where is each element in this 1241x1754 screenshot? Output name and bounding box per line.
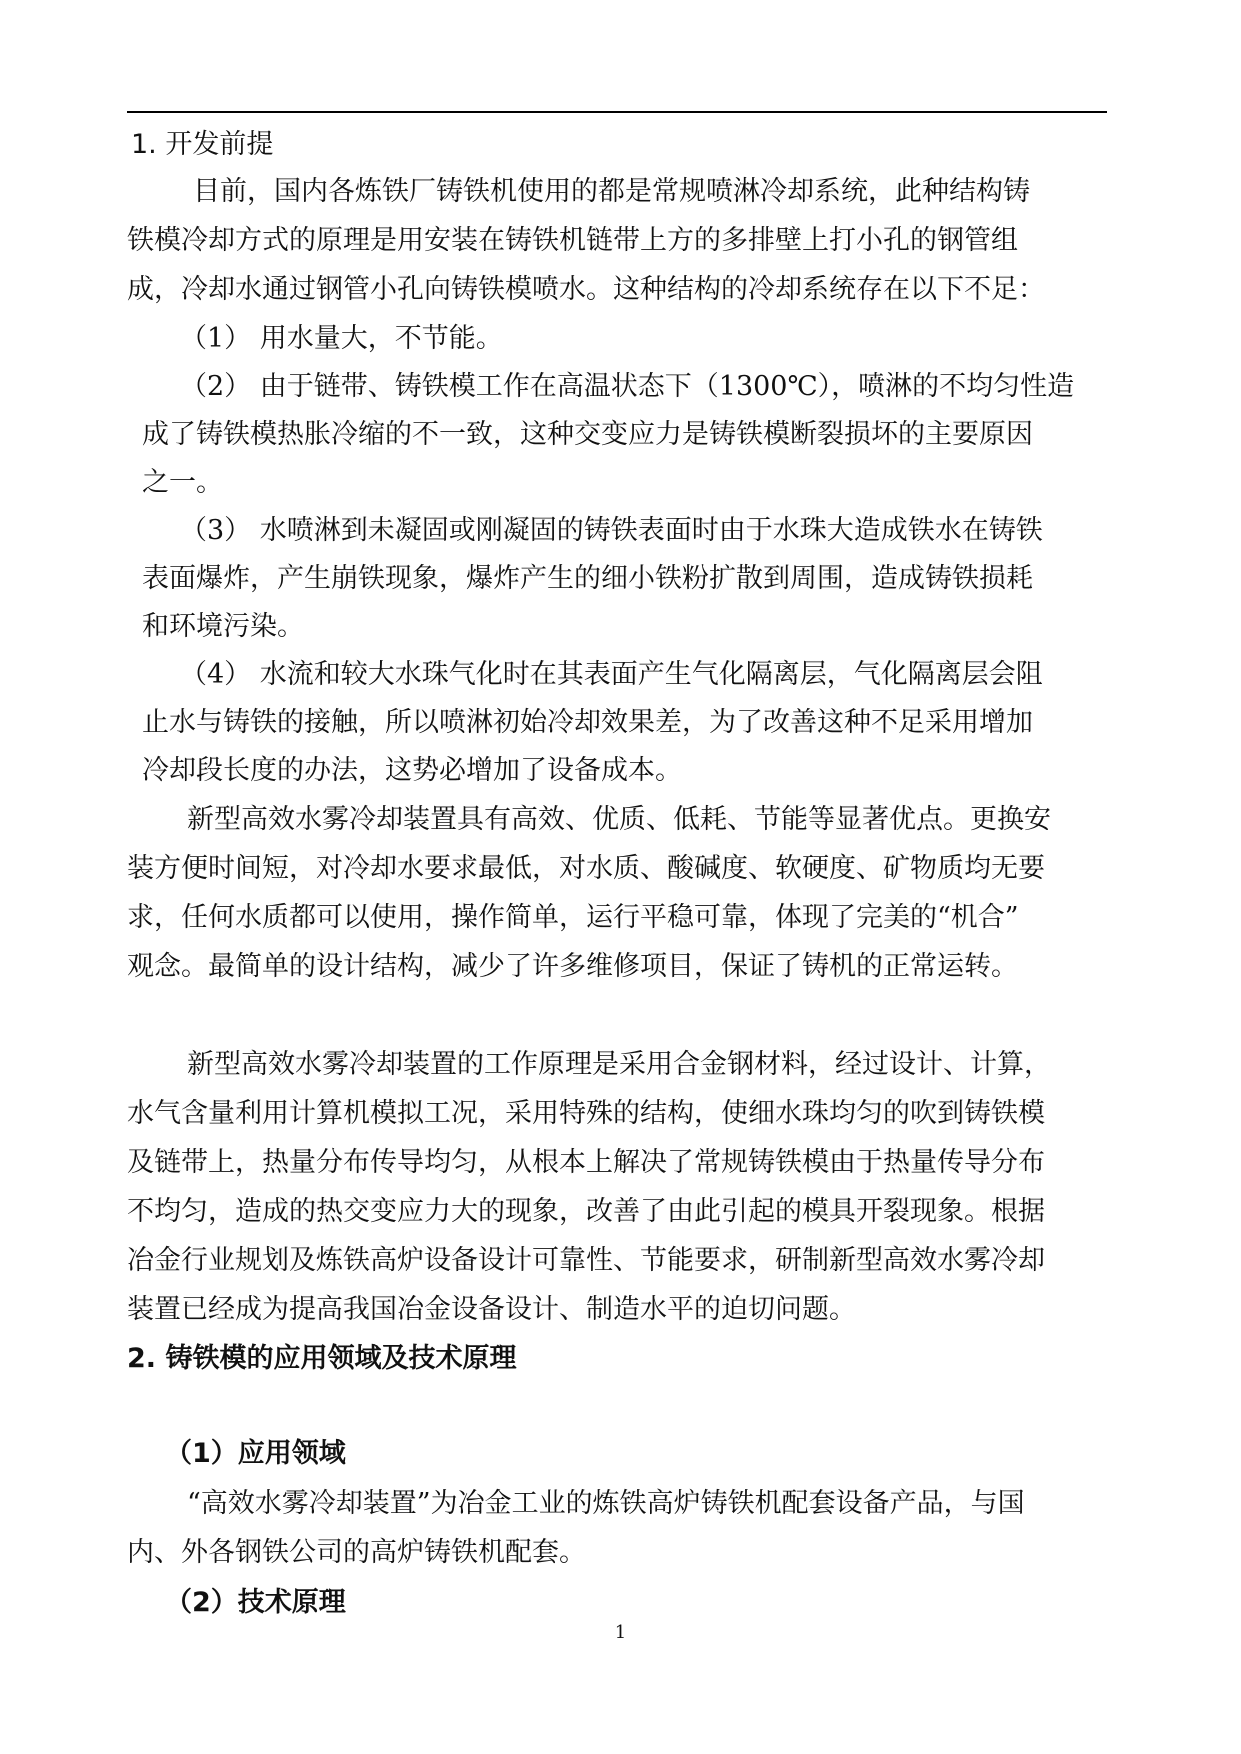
para1-line: 铁模冷却方式的原理是用安装在铸铁机链带上方的多排壁上打小孔的钢管组 [127,225,1018,256]
para3-line: 不均匀，造成的热交变应力大的现象，改善了由此引起的模具开裂现象。根据 [127,1196,1045,1227]
para2-line: 装方便时间短，对冷却水要求最低，对水质、酸碱度、软硬度、矿物质均无要 [127,853,1045,884]
para2-line: 观念。最简单的设计结构，减少了许多维修项目，保证了铸机的正常运转。 [127,951,1018,982]
subsection-principle-title: （2）技术原理 [165,1587,346,1618]
list-item-3-line: 和环境污染。 [142,611,304,642]
list-item-4-line: 止水与铸铁的接触，所以喷淋初始冷却效果差，为了改善这种不足采用增加 [142,707,1033,738]
list-item-2-line: 之一。 [142,467,223,498]
subsection-application-line: “高效水雾冷却装置”为冶金工业的炼铁高炉铸铁机配套设备产品，与国 [187,1488,1025,1519]
para3-line: 装置已经成为提高我国冶金设备设计、制造水平的迫切问题。 [127,1294,856,1325]
list-item-1: （1） 用水量大，不节能。 [180,323,503,354]
para1-line: 目前，国内各炼铁厂铸铁机使用的都是常规喷淋冷却系统，此种结构铸 [193,176,1030,207]
para2-line: 求，任何水质都可以使用，操作简单，运行平稳可靠，体现了完美的“机合” [127,902,1019,933]
list-item-2-line: （2） 由于链带、铸铁模工作在高温状态下（1300℃），喷淋的不均匀性造 [180,371,1075,402]
section-1-title: 1. 开发前提 [131,129,274,160]
list-item-3-line: （3） 水喷淋到未凝固或刚凝固的铸铁表面时由于水珠大造成铁水在铸铁 [180,515,1043,546]
page-number: 1 [614,1622,627,1643]
para3-line: 水气含量利用计算机模拟工况，采用特殊的结构，使细水珠均匀的吹到铸铁模 [127,1098,1045,1129]
list-item-4-line: （4） 水流和较大水珠气化时在其表面产生气化隔离层，气化隔离层会阻 [180,659,1043,690]
para3-line: 及链带上，热量分布传导均匀，从根本上解决了常规铸铁模由于热量传导分布 [127,1147,1045,1178]
subsection-application-title: （1）应用领域 [165,1438,346,1469]
subsection-application-line: 内、外各钢铁公司的高炉铸铁机配套。 [127,1537,586,1568]
section-2-title: 2. 铸铁模的应用领域及技术原理 [127,1343,517,1374]
list-item-4-line: 冷却段长度的办法，这势必增加了设备成本。 [142,755,682,786]
para1-line: 成，冷却水通过钢管小孔向铸铁模喷水。这种结构的冷却系统存在以下不足： [127,274,1045,305]
list-item-3-line: 表面爆炸，产生崩铁现象，爆炸产生的细小铁粉扩散到周围，造成铸铁损耗 [142,563,1033,594]
para2-line: 新型高效水雾冷却装置具有高效、优质、低耗、节能等显著优点。更换安 [187,804,1051,835]
para3-line: 新型高效水雾冷却装置的工作原理是采用合金钢材料，经过设计、计算， [187,1049,1051,1080]
list-item-2-line: 成了铸铁模热胀冷缩的不一致，这种交变应力是铸铁模断裂损坏的主要原因 [142,419,1033,450]
header-rule [127,111,1107,113]
para3-line: 冶金行业规划及炼铁高炉设备设计可靠性、节能要求，研制新型高效水雾冷却 [127,1245,1045,1276]
